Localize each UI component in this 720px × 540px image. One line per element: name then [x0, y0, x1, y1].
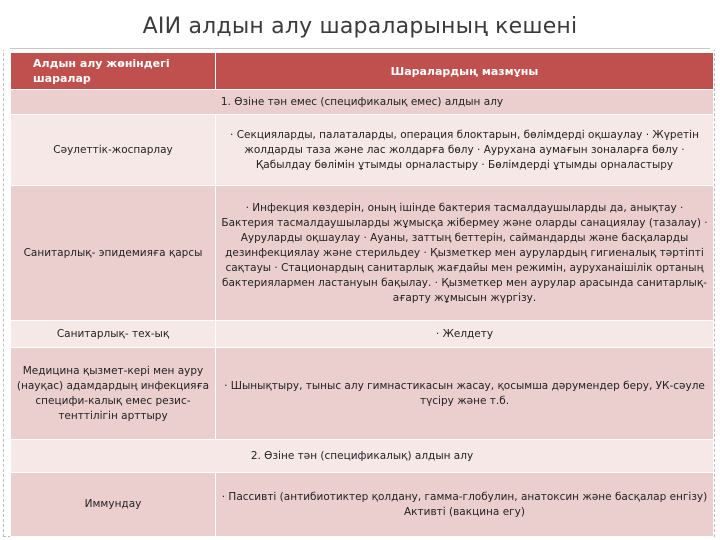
table-row	[11, 348, 714, 440]
table-row	[11, 473, 714, 537]
section-row-nonspecific	[11, 90, 714, 115]
row-content: · Секцияларды, палаталарды, операция блоктарын, бөлімдерді оқшаулау · Жүретін жолдарды таза және лас жолдарға бөлу · Аурухана аумағын зоналарға бөлу · Қабылдау бөлімін ұтымды орналастыру · Бөлімдерді ұтымды орналастыру	[216, 115, 714, 186]
table-row	[11, 115, 714, 186]
table-row	[11, 321, 714, 348]
header-measures: Алдын алу жөніндегі шаралар	[11, 53, 216, 90]
table-row	[11, 186, 714, 321]
row-content: · Желдету	[216, 321, 714, 348]
row-category: Санитарлық- тех-ық	[11, 321, 216, 348]
title-divider	[10, 48, 710, 49]
header-content: Шаралардың мазмұны	[216, 53, 714, 90]
row-content: · Шынықтыру, тыныс алу гимнастикасын жасау, қосымша дәрумендер беру, УК-сәуле түсіру және т.б.	[216, 348, 714, 440]
row-content: · Инфекция көздерін, оның ішінде бактерия тасмалдаушыларды да, анықтау · Бактерия тасмалдаушыларды жұмысқа жібермеу және оларды санациялау (тазалау) · Ауруларды оқшаулау · Ауаны, заттың беттерін, саймандарды және басқаларды дезинфекциялау және стерильдеу · Қызметкер мен аурулардың гигиеналық тәртіпті сақтауы · Стационардың санитарлық жағдайы мен режимін, ауруханаішілік ортаның бактериялармен ластануын бақылау. · Қызметкер мен аурулар арасында санитарлық-ағарту жұмысын жүргізу.	[216, 186, 714, 321]
row-category: Медицина қызмет-кері мен ауру (науқас) адамдардың инфекцияға специфи-калық емес резис-тенттілігін арттыру	[11, 348, 216, 440]
row-category: Сәулеттік-жоспарлау	[11, 115, 216, 186]
table-header-row	[11, 53, 714, 90]
title-zone	[0, 0, 720, 50]
measures-table	[10, 52, 714, 537]
section-label: 1. Өзіне тән емес (спецификалық емес) алдын алу	[11, 90, 714, 115]
section-label: 2. Өзіне тән (спецификалық) алдын алу	[11, 440, 714, 473]
row-category: Иммундау	[11, 473, 216, 537]
row-category: Санитарлық- эпидемияға қарсы	[11, 186, 216, 321]
row-content: · Пассивті (антибиотиктер қолдану, гамма-глобулин, анатоксин және басқалар енгізу) Активті (вакцина егу)	[216, 473, 714, 537]
section-row-specific	[11, 440, 714, 473]
slide-title: АІИ алдын алу шараларының кешені	[142, 14, 578, 39]
